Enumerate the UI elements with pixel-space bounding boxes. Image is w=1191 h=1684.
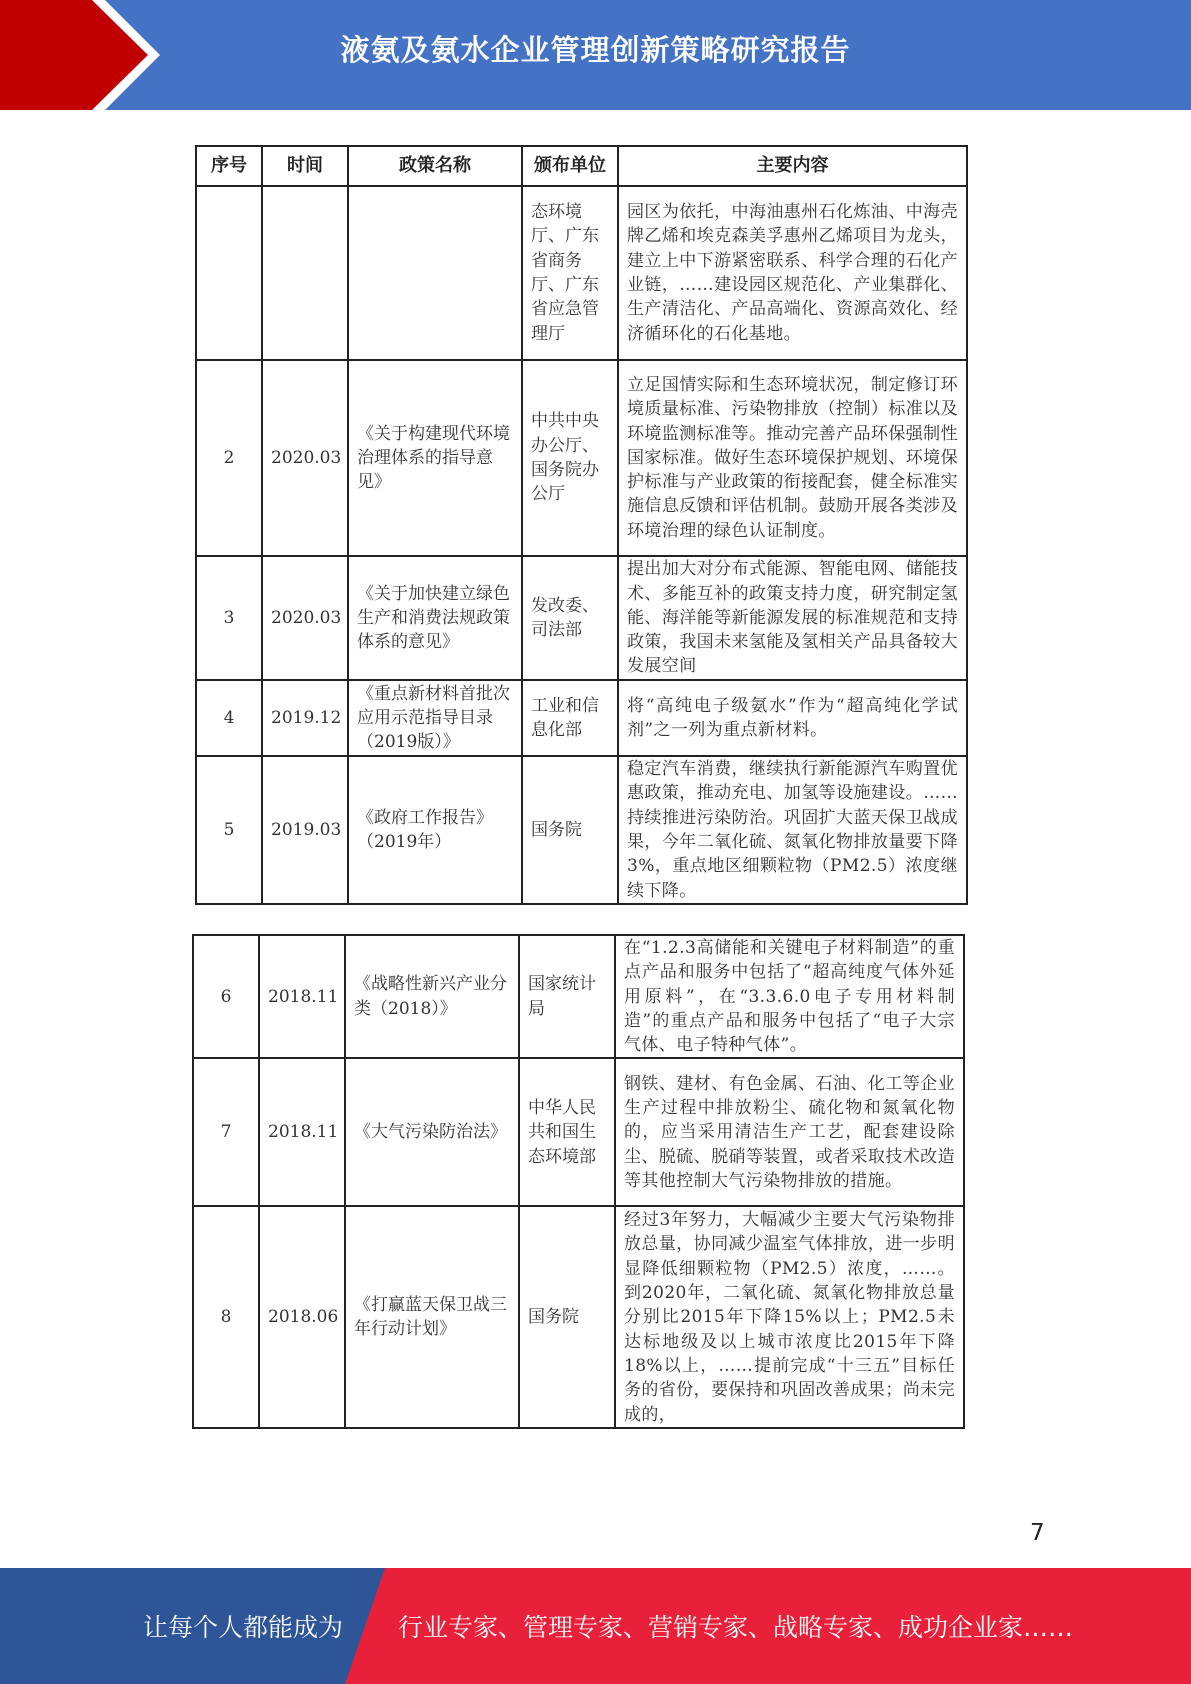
- row-issuer: 态环境厅、广东省商务厅、广东省应急管理厅: [522, 186, 618, 360]
- report-title: 液氨及氨水企业管理创新策略研究报告: [340, 33, 851, 67]
- header-main-content: 主要内容: [618, 146, 967, 186]
- row-policy-name: 《关于构建现代环境治理体系的指导意见》: [348, 360, 522, 556]
- row-policy-name: 《战略性新兴产业分类（2018）》: [345, 935, 519, 1058]
- page-number: 7: [1030, 1520, 1045, 1546]
- row-number: 8: [193, 1206, 259, 1428]
- footer-band: [0, 1568, 1191, 1684]
- footer-slogan-left: 让每个人都能成为: [143, 1613, 344, 1642]
- row-number: 3: [196, 556, 262, 680]
- row-policy-name: 《关于加快建立绿色生产和消费法规政策体系的意见》: [348, 556, 522, 680]
- header-policy-name: 政策名称: [348, 146, 522, 186]
- row-date: 2018.11: [259, 935, 345, 1058]
- row-policy-name: [348, 186, 522, 360]
- row-number: 5: [196, 756, 262, 904]
- row-content: 钢铁、建材、有色金属、石油、化工等企业生产过程中排放粉尘、硫化物和氮氧化物的，应当采用清洁生产工艺，配套建设除尘、脱硫、脱硝等装置，或者采取技术改造等其他控制大气污染物排放的措施。: [615, 1058, 964, 1206]
- header-number: 序号: [196, 146, 262, 186]
- row-date: 2020.03: [262, 360, 348, 556]
- row-date: 2019.12: [262, 680, 348, 756]
- row-number: 6: [193, 935, 259, 1058]
- header-band: [0, 0, 1191, 110]
- table-row: [196, 556, 967, 680]
- row-date: 2018.11: [259, 1058, 345, 1206]
- row-number: 7: [193, 1058, 259, 1206]
- row-policy-name: 《政府工作报告》（2019年）: [348, 756, 522, 904]
- row-policy-name: 《重点新材料首批次应用示范指导目录（2019版）》: [348, 680, 522, 756]
- row-date: [262, 186, 348, 360]
- row-content: 稳定汽车消费，继续执行新能源汽车购置优惠政策，推动充电、加氢等设施建设。……持续推进污染防治。巩固扩大蓝天保卫战成果，今年二氧化硫、氮氧化物排放量要下降3%，重点地区细颗粒物（PM2.5）浓度继续下降。: [618, 756, 967, 904]
- policy-table-part-2: [192, 934, 965, 1429]
- table-row: [193, 935, 964, 1058]
- table-row: [193, 1206, 964, 1428]
- table-row: [196, 680, 967, 756]
- row-issuer: 中华人民共和国生态环境部: [519, 1058, 615, 1206]
- table-row: [196, 186, 967, 360]
- row-content: 提出加大对分布式能源、智能电网、储能技术、多能互补的政策支持力度，研究制定氢能、海洋能等新能源发展的标准规范和支持政策，我国未来氢能及氢相关产品具备较大发展空间: [618, 556, 967, 680]
- header-issuer: 颁布单位: [522, 146, 618, 186]
- footer-slogan-right: 行业专家、管理专家、营销专家、战略专家、成功企业家……: [398, 1613, 1074, 1642]
- row-number: 4: [196, 680, 262, 756]
- row-issuer: 国务院: [522, 756, 618, 904]
- row-content: 立足国情实际和生态环境状况，制定修订环境质量标准、污染物排放（控制）标准以及环境监测标准等。推动完善产品环保强制性国家标准。做好生态环境保护规划、环境保护标准与产业政策的衔接配套，健全标准实施信息反馈和评估机制。鼓励开展各类涉及环境治理的绿色认证制度。: [618, 360, 967, 556]
- row-content: 在“1.2.3高储能和关键电子材料制造”的重点产品和服务中包括了“超高纯度气体外延用原料”，在“3.3.6.0电子专用材料制造”的重点产品和服务中包括了“电子大宗气体、电子特种气体”。: [615, 935, 964, 1058]
- row-issuer: 中共中央办公厅、国务院办公厅: [522, 360, 618, 556]
- table-row: [196, 756, 967, 904]
- row-date: 2019.03: [262, 756, 348, 904]
- row-policy-name: 《打赢蓝天保卫战三年行动计划》: [345, 1206, 519, 1428]
- row-number: [196, 186, 262, 360]
- table-row: [196, 360, 967, 556]
- policy-table-part-1: [195, 145, 968, 905]
- row-number: 2: [196, 360, 262, 556]
- row-issuer: 工业和信息化部: [522, 680, 618, 756]
- row-date: 2018.06: [259, 1206, 345, 1428]
- row-content: 园区为依托，中海油惠州石化炼油、中海壳牌乙烯和埃克森美孚惠州乙烯项目为龙头，建立上中下游紧密联系、科学合理的石化产业链，……建设园区规范化、产业集群化、生产清洁化、产品高端化、资源高效化、经济循环化的石化基地。: [618, 186, 967, 360]
- row-content: 经过3年努力，大幅减少主要大气污染物排放总量，协同减少温室气体排放，进一步明显降低细颗粒物（PM2.5）浓度，……。到2020年，二氧化硫、氮氧化物排放总量分别比2015年下降15%以上；PM2.5未达标地级及以上城市浓度比2015年下降18%以上，……提前完成“十三五”目标任务的省份，要保持和巩固改善成果；尚未完成的，: [615, 1206, 964, 1428]
- row-date: 2020.03: [262, 556, 348, 680]
- header-time: 时间: [262, 146, 348, 186]
- row-policy-name: 《大气污染防治法》: [345, 1058, 519, 1206]
- table-header-row: [196, 146, 967, 186]
- row-issuer: 国家统计局: [519, 935, 615, 1058]
- row-issuer: 国务院: [519, 1206, 615, 1428]
- row-content: 将“高纯电子级氨水”作为“超高纯化学试剂”之一列为重点新材料。: [618, 680, 967, 756]
- table-row: [193, 1058, 964, 1206]
- row-issuer: 发改委、司法部: [522, 556, 618, 680]
